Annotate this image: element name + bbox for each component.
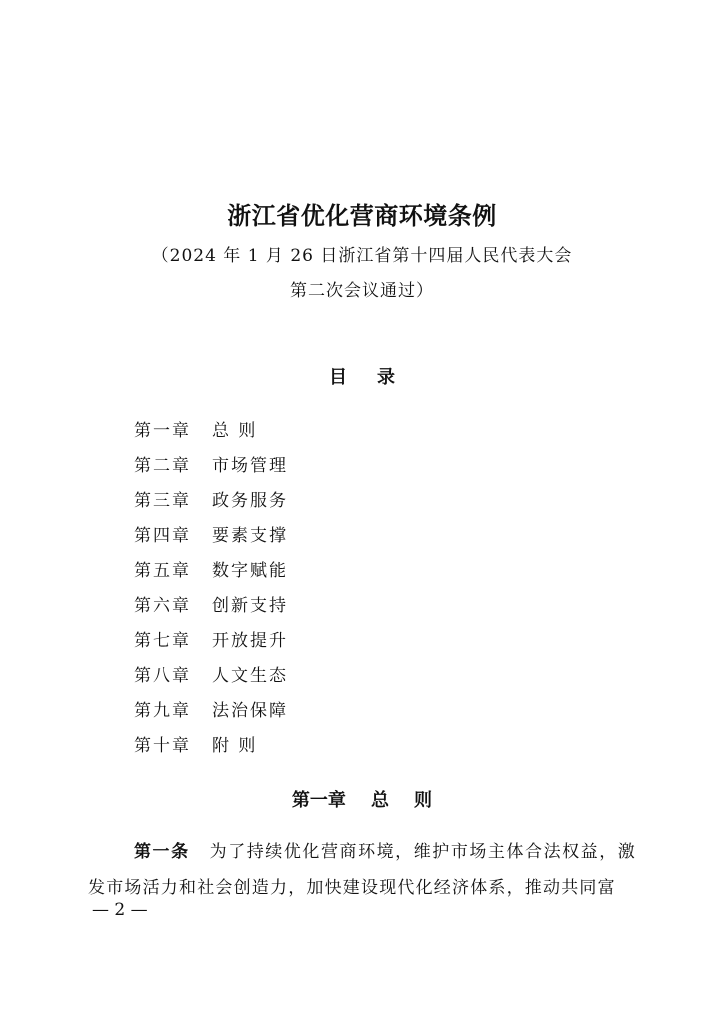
toc-chapter-number: 第三章 [134,491,191,511]
toc-item [134,416,288,451]
toc-item [134,451,288,486]
toc-chapter-number: 第七章 [134,631,191,651]
toc-chapter-name: 法治保障 [212,701,288,721]
document-title: 浙江省优化营商环境条例 [227,201,497,230]
toc-chapter-name: 创新支持 [212,596,288,616]
toc-item [134,731,288,766]
toc-chapter-number: 第九章 [134,701,191,721]
toc-chapter-number: 第八章 [134,666,191,686]
chapter-heading: 第一章 总 则 [291,790,433,811]
toc-chapter-name: 开放提升 [212,631,288,651]
toc-chapter-number: 第四章 [134,526,191,546]
toc-item [134,696,288,731]
toc-chapter-number: 第二章 [134,456,191,476]
page-number: — 2 — [92,900,148,920]
toc-item [134,591,288,626]
toc-item [134,661,288,696]
toc-chapter-number: 第一章 [134,421,191,441]
toc-chapter-name: 政务服务 [212,491,288,511]
toc-chapter-number: 第五章 [134,561,191,581]
toc-chapter-name: 数字赋能 [212,561,288,581]
toc-chapter-number: 第十章 [134,736,191,756]
toc-chapter-name: 市场管理 [212,456,288,476]
document-subtitle-line1: （2024 年 1 月 26 日浙江省第十四届人民代表大会 [151,246,573,266]
article-text: 为了持续优化营商环境，维护市场主体合法权益，激发市场活力和社会创造力，加快建设现代化经济体系，推动共同富 [88,842,636,898]
toc-chapter-name: 附 则 [212,736,258,756]
toc-chapter-number: 第六章 [134,596,191,616]
toc-chapter-name: 要素支撑 [212,526,288,546]
toc-item [134,626,288,661]
document-subtitle-line2: 第二次会议通过） [290,281,434,301]
article-label: 第一条 [134,842,190,862]
table-of-contents [134,416,288,766]
toc-item [134,556,288,591]
toc-item [134,521,288,556]
toc-chapter-name: 人文生态 [212,666,288,686]
article-paragraph [88,834,636,906]
toc-chapter-name: 总 则 [212,421,258,441]
toc-item [134,486,288,521]
toc-heading: 目录 [329,367,425,388]
